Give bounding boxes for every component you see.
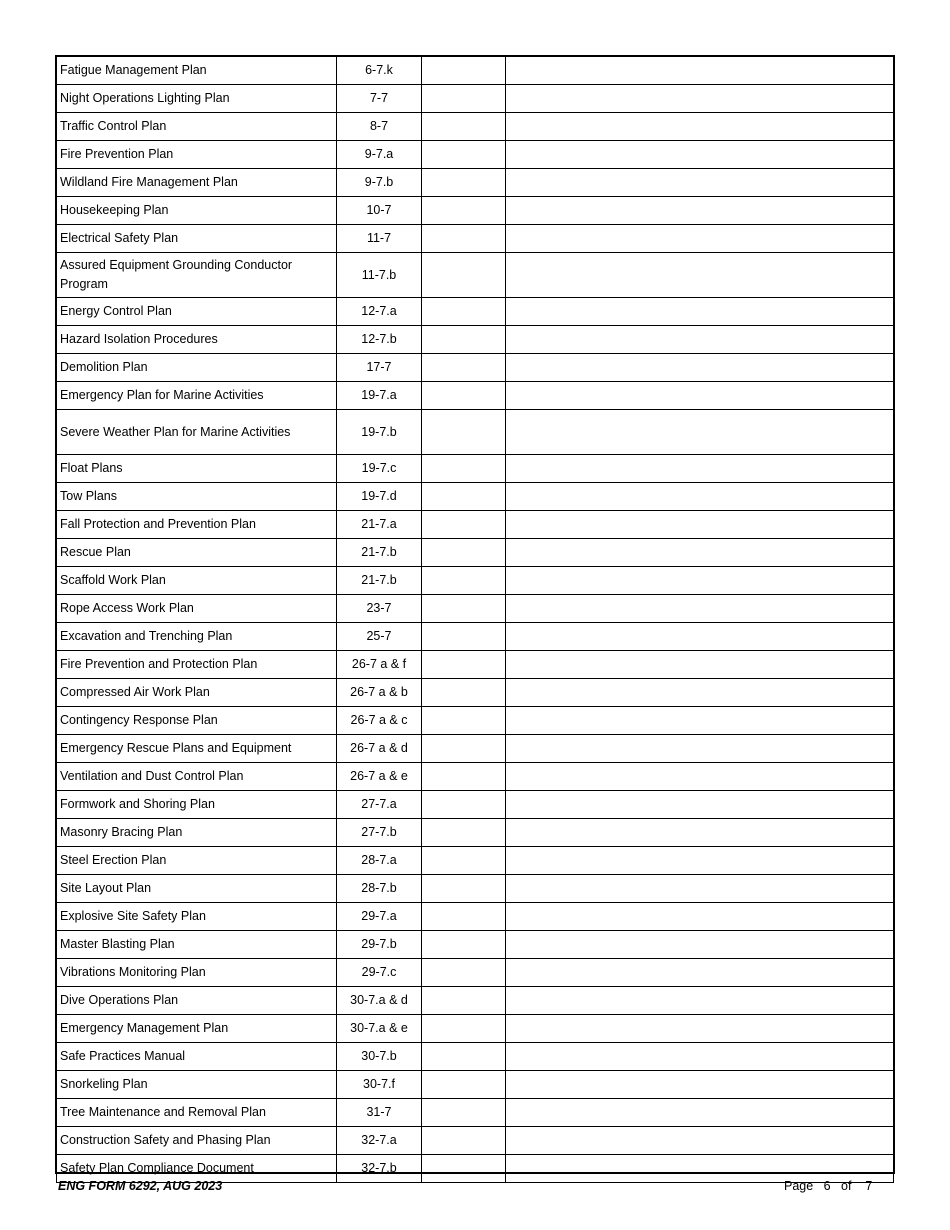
plan-name-cell: Formwork and Shoring Plan <box>57 791 337 819</box>
of-label: of <box>841 1179 852 1193</box>
entry-cell-a[interactable] <box>422 225 506 253</box>
entry-cell-b[interactable] <box>506 1127 894 1155</box>
entry-cell-a[interactable] <box>422 141 506 169</box>
plan-name-cell: Night Operations Lighting Plan <box>57 85 337 113</box>
table-row <box>57 903 894 931</box>
entry-cell-a[interactable] <box>422 298 506 326</box>
plan-reference-cell: 6-7.k <box>337 57 422 85</box>
table-row <box>57 595 894 623</box>
plan-name-cell: Steel Erection Plan <box>57 847 337 875</box>
entry-cell-b[interactable] <box>506 735 894 763</box>
plan-reference-cell: 11-7 <box>337 225 422 253</box>
table-row <box>57 959 894 987</box>
plan-reference-cell: 9-7.b <box>337 169 422 197</box>
plan-reference-cell: 9-7.a <box>337 141 422 169</box>
plan-name-cell: Float Plans <box>57 455 337 483</box>
plan-name-cell: Excavation and Trenching Plan <box>57 623 337 651</box>
plan-reference-cell: 26-7 a & d <box>337 735 422 763</box>
table-row <box>57 987 894 1015</box>
plan-reference-cell: 12-7.b <box>337 326 422 354</box>
entry-cell-b[interactable] <box>506 679 894 707</box>
plan-reference-cell: 26-7 a & c <box>337 707 422 735</box>
entry-cell-a[interactable] <box>422 511 506 539</box>
table-row <box>57 791 894 819</box>
entry-cell-b[interactable] <box>506 483 894 511</box>
entry-cell-a[interactable] <box>422 1071 506 1099</box>
entry-cell-a[interactable] <box>422 382 506 410</box>
entry-cell-a[interactable] <box>422 410 506 455</box>
table-row <box>57 735 894 763</box>
plan-name-cell: Safe Practices Manual <box>57 1043 337 1071</box>
plan-name-cell: Compressed Air Work Plan <box>57 679 337 707</box>
entry-cell-a[interactable] <box>422 1043 506 1071</box>
entry-cell-b[interactable] <box>506 791 894 819</box>
table-row <box>57 931 894 959</box>
plan-name-cell: Explosive Site Safety Plan <box>57 903 337 931</box>
entry-cell-a[interactable] <box>422 735 506 763</box>
plan-name-cell: Contingency Response Plan <box>57 707 337 735</box>
entry-cell-a[interactable] <box>422 1015 506 1043</box>
entry-cell-a[interactable] <box>422 1099 506 1127</box>
plan-reference-cell: 32-7.a <box>337 1127 422 1155</box>
plan-name-cell: Masonry Bracing Plan <box>57 819 337 847</box>
table-row <box>57 847 894 875</box>
entry-cell-a[interactable] <box>422 819 506 847</box>
table-row <box>57 707 894 735</box>
table-row <box>57 85 894 113</box>
table-row <box>57 1099 894 1127</box>
entry-cell-a[interactable] <box>422 651 506 679</box>
table-row <box>57 354 894 382</box>
entry-cell-a[interactable] <box>422 987 506 1015</box>
plan-reference-cell: 26-7 a & e <box>337 763 422 791</box>
entry-cell-b[interactable] <box>506 847 894 875</box>
table-row <box>57 819 894 847</box>
plan-name-cell: Tow Plans <box>57 483 337 511</box>
plan-reference-cell: 31-7 <box>337 1099 422 1127</box>
entry-cell-b[interactable] <box>506 1071 894 1099</box>
plan-name-cell: Traffic Control Plan <box>57 113 337 141</box>
plan-reference-cell: 28-7.a <box>337 847 422 875</box>
entry-cell-b[interactable] <box>506 707 894 735</box>
plan-name-cell: Site Layout Plan <box>57 875 337 903</box>
plan-name-cell: Tree Maintenance and Removal Plan <box>57 1099 337 1127</box>
entry-cell-a[interactable] <box>422 1155 506 1183</box>
entry-cell-b[interactable] <box>506 875 894 903</box>
entry-cell-b[interactable] <box>506 354 894 382</box>
entry-cell-a[interactable] <box>422 326 506 354</box>
form-table-frame <box>55 55 895 1174</box>
table-row <box>57 57 894 85</box>
plan-reference-cell: 11-7.b <box>337 253 422 298</box>
table-row <box>57 1071 894 1099</box>
plan-reference-cell: 19-7.b <box>337 410 422 455</box>
table-row <box>57 763 894 791</box>
table-row <box>57 298 894 326</box>
entry-cell-a[interactable] <box>422 113 506 141</box>
entry-cell-b[interactable] <box>506 298 894 326</box>
plan-name-cell: Rescue Plan <box>57 539 337 567</box>
entry-cell-a[interactable] <box>422 169 506 197</box>
entry-cell-a[interactable] <box>422 595 506 623</box>
entry-cell-b[interactable] <box>506 253 894 298</box>
table-row <box>57 651 894 679</box>
entry-cell-a[interactable] <box>422 707 506 735</box>
entry-cell-b[interactable] <box>506 595 894 623</box>
plan-reference-cell: 29-7.b <box>337 931 422 959</box>
table-row <box>57 169 894 197</box>
plan-name-cell: Master Blasting Plan <box>57 931 337 959</box>
table-row <box>57 511 894 539</box>
plan-reference-cell: 21-7.b <box>337 539 422 567</box>
plan-name-cell: Fall Protection and Prevention Plan <box>57 511 337 539</box>
plan-reference-cell: 29-7.a <box>337 903 422 931</box>
plan-reference-cell: 23-7 <box>337 595 422 623</box>
table-row <box>57 113 894 141</box>
plan-reference-cell: 17-7 <box>337 354 422 382</box>
entry-cell-b[interactable] <box>506 623 894 651</box>
entry-cell-b[interactable] <box>506 57 894 85</box>
entry-cell-b[interactable] <box>506 651 894 679</box>
table-row <box>57 539 894 567</box>
table-row <box>57 567 894 595</box>
entry-cell-a[interactable] <box>422 847 506 875</box>
plan-name-cell: Scaffold Work Plan <box>57 567 337 595</box>
table-row <box>57 225 894 253</box>
plan-name-cell: Vibrations Monitoring Plan <box>57 959 337 987</box>
plan-name-cell: Housekeeping Plan <box>57 197 337 225</box>
plan-name-cell: Emergency Management Plan <box>57 1015 337 1043</box>
plan-reference-cell: 19-7.a <box>337 382 422 410</box>
entry-cell-a[interactable] <box>422 85 506 113</box>
entry-cell-b[interactable] <box>506 1043 894 1071</box>
plan-name-cell: Wildland Fire Management Plan <box>57 169 337 197</box>
table-row <box>57 197 894 225</box>
plan-reference-cell: 30-7.a & e <box>337 1015 422 1043</box>
plan-name-cell: Snorkeling Plan <box>57 1071 337 1099</box>
plan-reference-cell: 10-7 <box>337 197 422 225</box>
table-row <box>57 623 894 651</box>
plan-name-cell: Fatigue Management Plan <box>57 57 337 85</box>
table-row <box>57 1043 894 1071</box>
entry-cell-a[interactable] <box>422 539 506 567</box>
plan-reference-cell: 12-7.a <box>337 298 422 326</box>
entry-cell-a[interactable] <box>422 197 506 225</box>
entry-cell-b[interactable] <box>506 511 894 539</box>
plan-reference-cell: 7-7 <box>337 85 422 113</box>
entry-cell-b[interactable] <box>506 903 894 931</box>
safety-plans-table-body <box>57 57 894 1183</box>
plan-name-cell: Electrical Safety Plan <box>57 225 337 253</box>
page-total: 7 <box>865 1179 873 1193</box>
entry-cell-a[interactable] <box>422 903 506 931</box>
plan-name-cell: Demolition Plan <box>57 354 337 382</box>
plan-reference-cell: 19-7.d <box>337 483 422 511</box>
page-number: 6 <box>823 1179 831 1193</box>
entry-cell-b[interactable] <box>506 169 894 197</box>
page-indicator <box>784 1179 872 1193</box>
plan-name-cell: Ventilation and Dust Control Plan <box>57 763 337 791</box>
table-row <box>57 1015 894 1043</box>
entry-cell-b[interactable] <box>506 382 894 410</box>
table-row <box>57 455 894 483</box>
plan-name-cell: Rope Access Work Plan <box>57 595 337 623</box>
entry-cell-a[interactable] <box>422 1127 506 1155</box>
entry-cell-a[interactable] <box>422 791 506 819</box>
safety-plans-table <box>56 56 894 1183</box>
entry-cell-b[interactable] <box>506 113 894 141</box>
entry-cell-a[interactable] <box>422 931 506 959</box>
entry-cell-a[interactable] <box>422 253 506 298</box>
plan-name-cell: Emergency Rescue Plans and Equipment <box>57 735 337 763</box>
entry-cell-b[interactable] <box>506 987 894 1015</box>
plan-name-cell: Emergency Plan for Marine Activities <box>57 382 337 410</box>
plan-name-cell: Hazard Isolation Procedures <box>57 326 337 354</box>
entry-cell-a[interactable] <box>422 57 506 85</box>
plan-reference-cell: 8-7 <box>337 113 422 141</box>
plan-reference-cell: 26-7 a & f <box>337 651 422 679</box>
plan-reference-cell: 26-7 a & b <box>337 679 422 707</box>
entry-cell-a[interactable] <box>422 567 506 595</box>
entry-cell-b[interactable] <box>506 455 894 483</box>
entry-cell-a[interactable] <box>422 483 506 511</box>
entry-cell-a[interactable] <box>422 623 506 651</box>
entry-cell-a[interactable] <box>422 354 506 382</box>
plan-name-cell: Assured Equipment Grounding Conductor Program <box>57 253 337 298</box>
entry-cell-a[interactable] <box>422 763 506 791</box>
plan-reference-cell: 27-7.a <box>337 791 422 819</box>
table-row <box>57 875 894 903</box>
entry-cell-b[interactable] <box>506 931 894 959</box>
entry-cell-b[interactable] <box>506 959 894 987</box>
entry-cell-a[interactable] <box>422 875 506 903</box>
entry-cell-b[interactable] <box>506 326 894 354</box>
plan-reference-cell: 32-7.b <box>337 1155 422 1183</box>
table-row <box>57 483 894 511</box>
plan-reference-cell: 29-7.c <box>337 959 422 987</box>
plan-reference-cell: 30-7.b <box>337 1043 422 1071</box>
entry-cell-b[interactable] <box>506 1099 894 1127</box>
plan-reference-cell: 21-7.b <box>337 567 422 595</box>
plan-reference-cell: 25-7 <box>337 623 422 651</box>
table-row <box>57 253 894 298</box>
plan-reference-cell: 30-7.f <box>337 1071 422 1099</box>
entry-cell-b[interactable] <box>506 763 894 791</box>
entry-cell-a[interactable] <box>422 679 506 707</box>
entry-cell-b[interactable] <box>506 539 894 567</box>
entry-cell-b[interactable] <box>506 819 894 847</box>
plan-reference-cell: 30-7.a & d <box>337 987 422 1015</box>
table-row <box>57 679 894 707</box>
page-label: Page <box>784 1179 814 1193</box>
table-row <box>57 141 894 169</box>
entry-cell-b[interactable] <box>506 141 894 169</box>
plan-reference-cell: 28-7.b <box>337 875 422 903</box>
plan-name-cell: Safety Plan Compliance Document <box>57 1155 337 1183</box>
table-row <box>57 326 894 354</box>
plan-name-cell: Severe Weather Plan for Marine Activities <box>57 410 337 455</box>
plan-reference-cell: 21-7.a <box>337 511 422 539</box>
entry-cell-b[interactable] <box>506 410 894 455</box>
plan-reference-cell: 19-7.c <box>337 455 422 483</box>
plan-name-cell: Dive Operations Plan <box>57 987 337 1015</box>
entry-cell-b[interactable] <box>506 85 894 113</box>
entry-cell-a[interactable] <box>422 455 506 483</box>
table-row <box>57 410 894 455</box>
entry-cell-a[interactable] <box>422 959 506 987</box>
entry-cell-b[interactable] <box>506 567 894 595</box>
table-row <box>57 382 894 410</box>
plan-name-cell: Fire Prevention and Protection Plan <box>57 651 337 679</box>
plan-name-cell: Fire Prevention Plan <box>57 141 337 169</box>
plan-name-cell: Energy Control Plan <box>57 298 337 326</box>
form-identifier: ENG FORM 6292, AUG 2023 <box>58 1179 223 1193</box>
plan-name-cell: Construction Safety and Phasing Plan <box>57 1127 337 1155</box>
entry-cell-b[interactable] <box>506 1015 894 1043</box>
plan-reference-cell: 27-7.b <box>337 819 422 847</box>
table-row <box>57 1127 894 1155</box>
entry-cell-b[interactable] <box>506 225 894 253</box>
entry-cell-b[interactable] <box>506 197 894 225</box>
